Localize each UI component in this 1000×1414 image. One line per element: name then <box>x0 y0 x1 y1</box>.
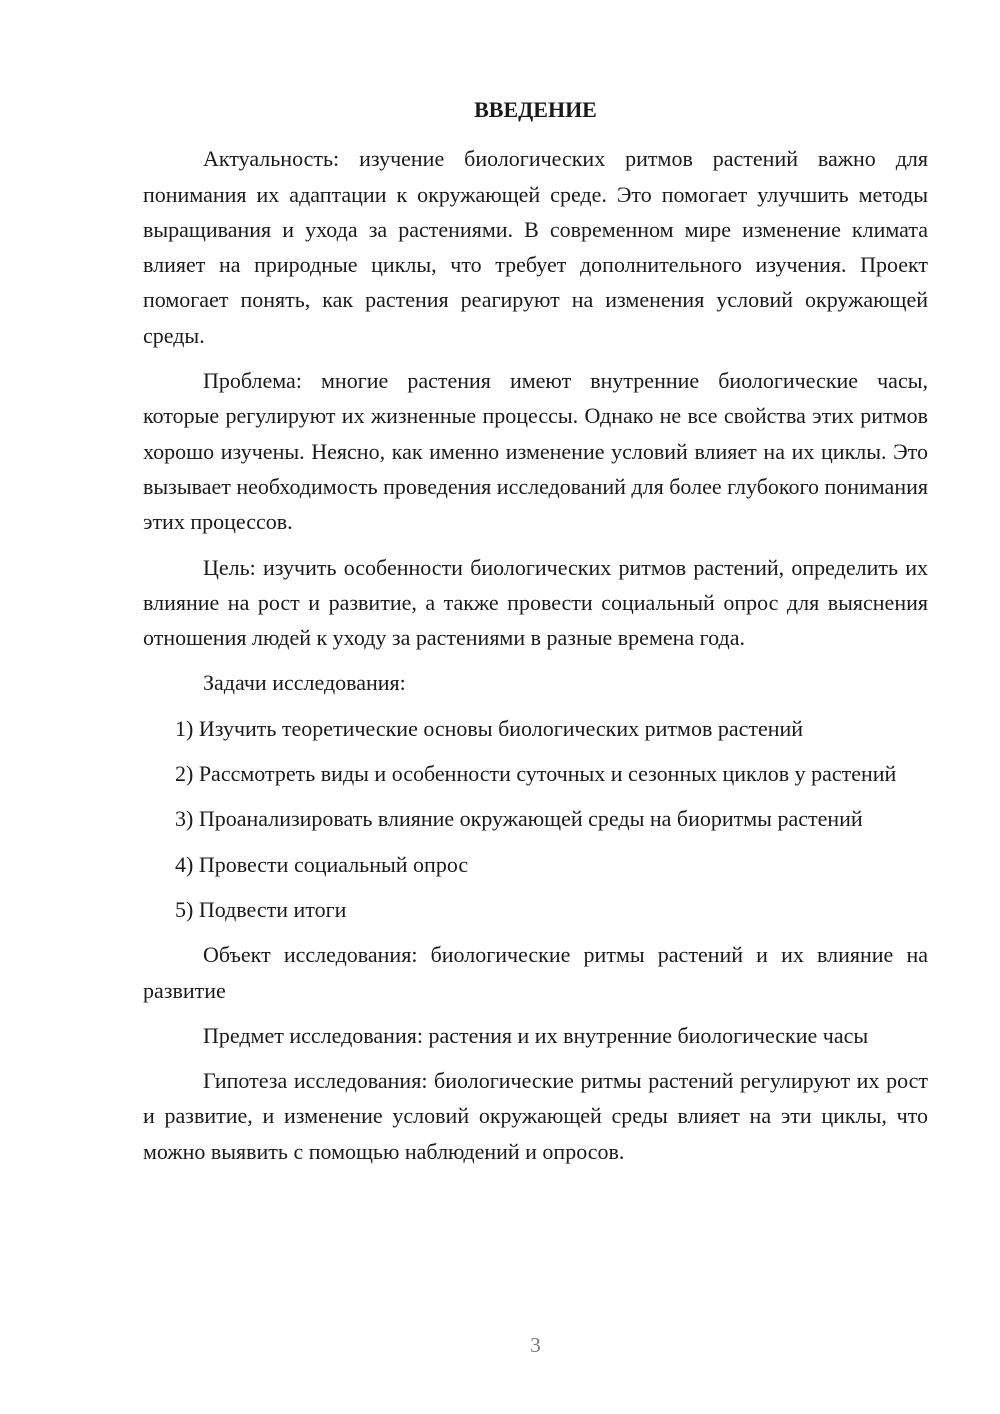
goal-paragraph: Цель: изучить особенности биологических ритмов растений, определить их влияние на рост и развитие, а также провести социальный опрос для выяснения отношения людей к уходу за растениями в разные времена года. <box>143 554 928 651</box>
object-paragraph: Объект исследования: биологические ритмы растений и их влияние на развитие <box>143 942 928 1003</box>
task-item: 2) Рассмотреть виды и особенности суточных и сезонных циклов у растений <box>175 761 897 787</box>
subject-paragraph: Предмет исследования: растения и их внутренние биологические часы <box>203 1022 869 1048</box>
task-item: 5) Подвести итоги <box>175 896 347 922</box>
page-number: 3 <box>530 1333 541 1357</box>
task-item: 3) Проанализировать влияние окружающей среды на биоритмы растений <box>175 806 863 832</box>
task-item: 1) Изучить теоретические основы биологических ритмов растений <box>175 715 804 741</box>
tasks-heading: Задачи исследования: <box>203 670 406 696</box>
problem-paragraph: Проблема: многие растения имеют внутренние биологические часы, которые регулируют их жизненные процессы. Однако не все свойства этих ритмов хорошо изучены. Неясно, как именно изменение условий влияет на их циклы. Это вызывает необходимость проведения исследований для более глубокого понимания этих процессов. <box>143 368 928 535</box>
relevance-paragraph: Актуальность: изучение биологических ритмов растений важно для понимания их адаптации к окружающей среде. Это помогает улучшить методы выращивания и ухода за растениями. В современном мире изменение климата влияет на природные циклы, что требует дополнительного изучения. Проект помогает понять, как растения реагируют на изменения условий окружающей среды. <box>143 146 928 348</box>
hypothesis-paragraph: Гипотеза исследования: биологические ритмы растений регулируют их рост и развитие, и изменение условий окружающей среды влияет на эти циклы, что можно выявить с помощью наблюдений и опросов. <box>143 1068 928 1164</box>
task-item: 4) Провести социальный опрос <box>175 851 469 877</box>
document-page <box>143 92 928 1179</box>
page-title: ВВЕДЕНИЕ <box>474 97 597 122</box>
